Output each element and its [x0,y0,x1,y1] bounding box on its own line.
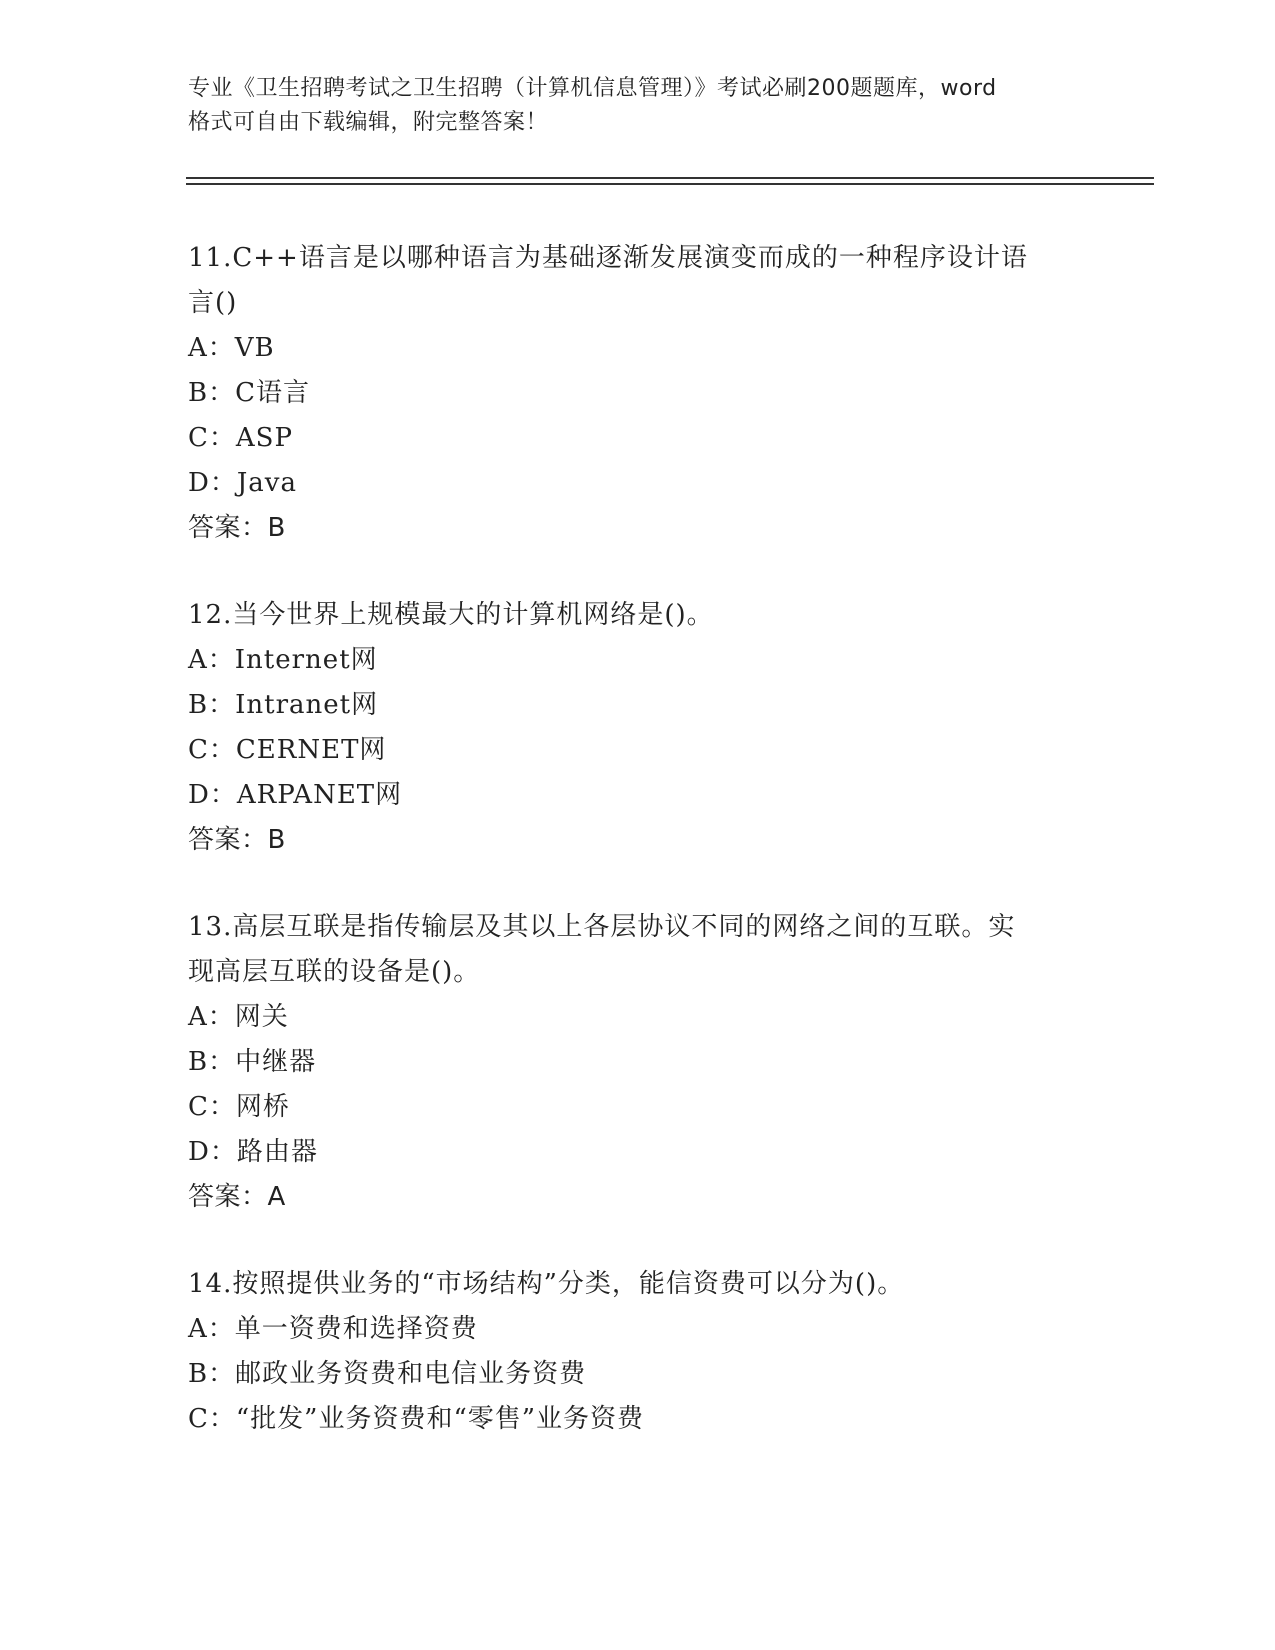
header-title-line-1: 专业《卫生招聘考试之卫生招聘（计算机信息管理）》考试必刷200题题库，word [188,76,997,101]
document-header [188,72,1088,140]
question-list [188,236,1088,1484]
answer-line: 答案：A [188,1182,286,1212]
question-text-line-1: 13.高层互联是指传输层及其以上各层协议不同的网络之间的互联。实 [188,912,1016,942]
question-14 [188,1262,1088,1442]
option-d: D：路由器 [188,1137,318,1167]
option-b: B：中继器 [188,1047,317,1077]
option-b: B：邮政业务资费和电信业务资费 [188,1359,587,1389]
option-d: D：Java [188,468,297,498]
question-13 [188,905,1088,1220]
header-divider-bottom [186,183,1154,185]
option-c: C：CERNET网 [188,735,387,765]
question-text-line-2: 现高层互联的设备是()。 [188,957,481,987]
option-c: C：“批发”业务资费和“零售”业务资费 [188,1404,645,1434]
header-title-line-2: 格式可自由下载编辑，附完整答案！ [188,110,549,135]
option-c: C：网桥 [188,1092,290,1122]
question-11 [188,236,1088,551]
option-c: C：ASP [188,423,293,453]
answer-line: 答案：B [188,825,286,855]
question-text-line-1: 14.按照提供业务的“市场结构”分类，能信资费可以分为()。 [188,1269,905,1299]
option-a: A：VB [188,333,275,363]
question-text-line-2: 言() [188,288,238,318]
option-b: B：C语言 [188,378,311,408]
header-divider-top [186,177,1154,179]
option-b: B：Intranet网 [188,690,379,720]
question-text-line-1: 11.C++语言是以哪种语言为基础逐渐发展演变而成的一种程序设计语 [188,243,1028,273]
question-text-line-1: 12.当今世界上规模最大的计算机网络是()。 [188,600,714,630]
option-a: A：单一资费和选择资费 [188,1314,478,1344]
option-a: A：Internet网 [188,645,378,675]
option-a: A：网关 [188,1002,289,1032]
answer-line: 答案：B [188,513,286,543]
question-12 [188,593,1088,863]
option-d: D：ARPANET网 [188,780,403,810]
